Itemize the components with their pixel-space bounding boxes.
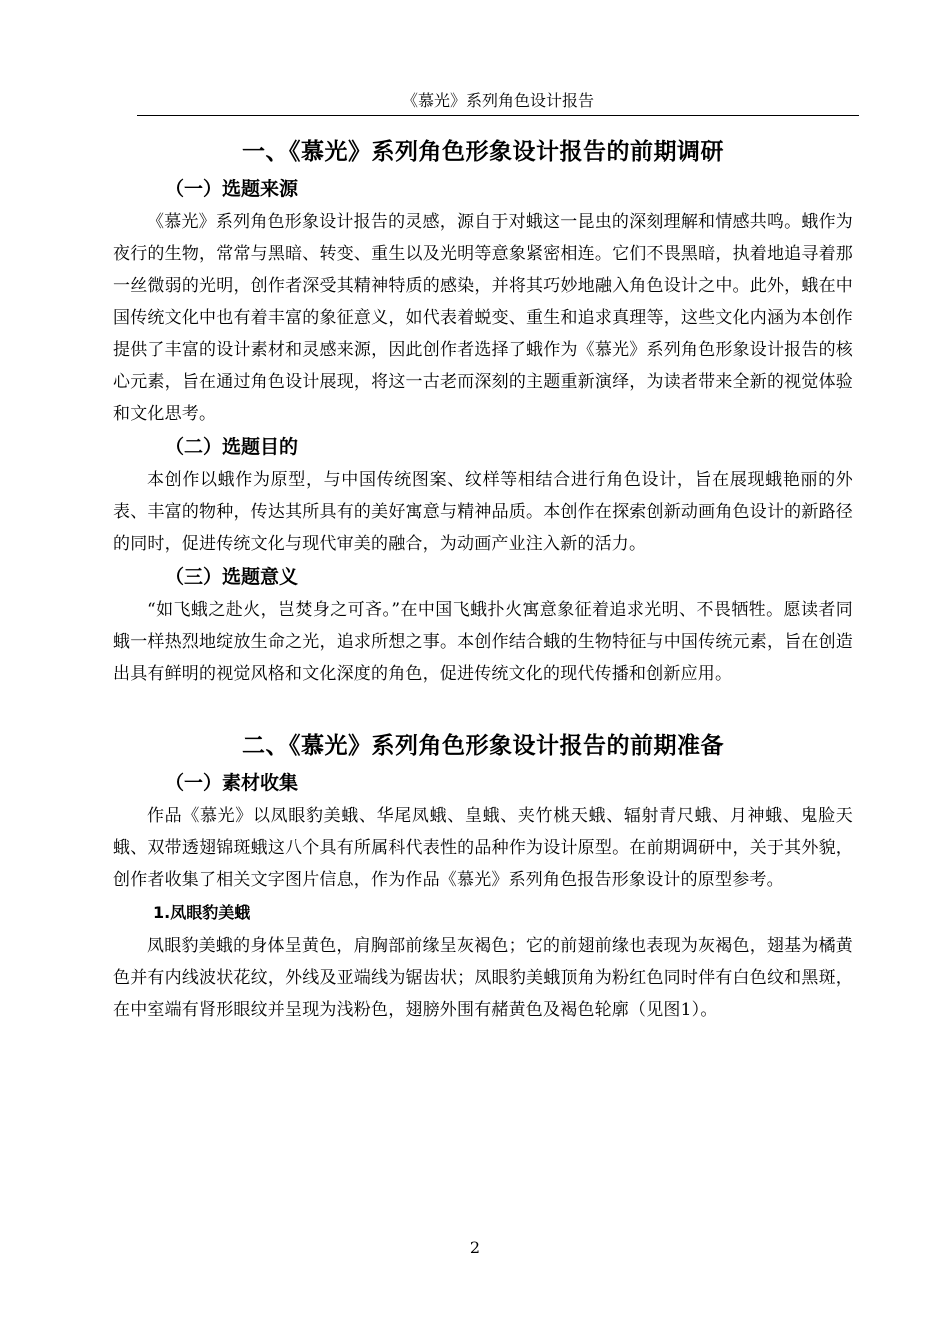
item-1-paragraph: 凤眼豹美蛾的身体呈黄色，肩胸部前缘呈灰褐色；它的前翅前缘也表现为灰褐色，翅基为橘黄色并有内线波状花纹，外线及亚端线为锯齿状；凤眼豹美蛾顶角为粉红色同时伴有白色纹和黑斑，在中室端有肾形眼纹并呈现为浅粉色，翅膀外围有赭黄色及褐色轮廓（见图1）。 bbox=[113, 936, 853, 1020]
running-header: 《慕光》系列角色设计报告 bbox=[137, 88, 859, 116]
subsection-1-3-title: （三）选题意义 bbox=[165, 566, 299, 588]
item-1-title: 1.凤眼豹美蛾 bbox=[153, 903, 251, 922]
subsection-2-1-paragraph: 作品《慕光》以凤眼豹美蛾、华尾凤蛾、皇蛾、夹竹桃天蛾、辐射青尺蛾、月神蛾、鬼脸天蛾、双带透翅锦斑蛾这八个具有所属科代表性的品种作为设计原型。在前期调研中，关于其外貌，创作者收集了相关文字图片信息，作为作品《慕光》系列角色报告形象设计的原型参考。 bbox=[113, 806, 853, 890]
subsection-1-2-paragraph: 本创作以蛾作为原型，与中国传统图案、纹样等相结合进行角色设计，旨在展现蛾艳丽的外表、丰富的物种，传达其所具有的美好寓意与精神品质。本创作在探索创新动画角色设计的新路径的同时，促进传统文化与现代审美的融合，为动画产业注入新的活力。 bbox=[113, 470, 853, 554]
section-2-title: 二、《慕光》系列角色形象设计报告的前期准备 bbox=[242, 733, 724, 759]
page-content bbox=[113, 132, 853, 1026]
page-number: 2 bbox=[469, 1238, 481, 1257]
section-spacer bbox=[113, 690, 853, 726]
subsection-2-1-title: （一）素材收集 bbox=[165, 772, 299, 794]
subsection-1-3-paragraph: “如飞蛾之赴火，岂焚身之可吝。”在中国飞蛾扑火寓意象征着追求光明、不畏牺牲。愿读者同蛾一样热烈地绽放生命之光，追求所想之事。本创作结合蛾的生物特征与中国传统元素，旨在创造出具有鲜明的视觉风格和文化深度的角色，促进传统文化的现代传播和创新应用。 bbox=[113, 600, 853, 684]
section-1-title: 一、《慕光》系列角色形象设计报告的前期调研 bbox=[242, 139, 724, 165]
subsection-1-1-title: （一）选题来源 bbox=[165, 178, 299, 200]
subsection-1-2-title: （二）选题目的 bbox=[165, 436, 299, 458]
subsection-1-1-paragraph: 《慕光》系列角色形象设计报告的灵感，源自于对蛾这一昆虫的深刻理解和情感共鸣。蛾作为夜行的生物，常常与黑暗、转变、重生以及光明等意象紧密相连。它们不畏黑暗，执着地追寻着那一丝微弱的光明，创作者深受其精神特质的感染，并将其巧妙地融入角色设计之中。此外，蛾在中国传统文化中也有着丰富的象征意义，如代表着蜕变、重生和追求真理等，这些文化内涵为本创作提供了丰富的设计素材和灵感来源，因此创作者选择了蛾作为《慕光》系列角色形象设计报告的核心元素，旨在通过角色设计展现，将这一古老而深刻的主题重新演绎，为读者带来全新的视觉体验和文化思考。 bbox=[113, 212, 853, 424]
